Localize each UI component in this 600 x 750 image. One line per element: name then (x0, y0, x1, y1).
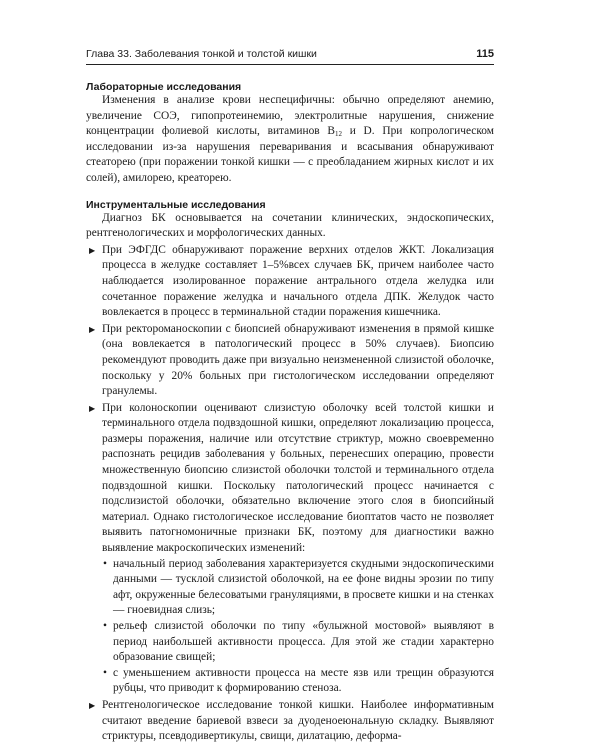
instrumental-list (86, 243, 494, 745)
dot-bullet-icon: • (103, 557, 107, 570)
triangle-bullet-icon: ▶ (89, 245, 96, 255)
sub-list-item: • рельеф слизистой оболочки по типу «булыжной мостовой» выявляют в период наибольшей активности процесса. Для этой же стадии характерно образование свищей; (103, 620, 494, 664)
list-item: ▶ При колоноскопии оценивают слизистую оболочку всей толстой кишки и терминального отдела подвздошной кишки, определяют локализацию процесса, размеры поражения, наличие или отсутствие стриктур, можно своевременно распознать рецидив заболевания у больных, перенесших операцию, провести множественную биопсию слизистой оболочки толстой и терминального отдела подвздошной кишки. Поскольку патологический процесс начинается с подслизистой оболочки, обязательно включение этого слоя в биопсийный материал. Однако гистологическое исследование биоптатов часто не позволяет выявить патогномоничные признаки БК, поэтому для диагностики важно выявление макроскопических изменений: • начальный период заболевания характеризуется скудными эндоскопическими данными — тусклой слизистой оболочкой, на ее фоне видны эрозии по типу афт, окруженные белесоватыми грануляциями, в просвете кишки и на стенках — гноевидная слизь; • рельеф слизистой оболочки по типу «булыжной мостовой» выявляют в период наибольшей активности процесса. Для этой же стадии характерно образование свищей; • с уменьшением активности процесса на месте язв или трещин образуются рубцы, что приводит к формированию стеноза. (86, 401, 494, 697)
book-page (86, 48, 494, 745)
triangle-bullet-icon: ▶ (89, 403, 96, 413)
dot-bullet-icon: • (103, 666, 107, 679)
section-heading-lab: Лабораторные исследования (86, 81, 242, 93)
sub-list-item: • начальный период заболевания характеризуется скудными эндоскопическими данными — тусклой слизистой оболочкой, на ее фоне видны эрозии по типу афт, окруженные белесоватыми грануляциями, в просвете кишки и на стенках — гноевидная слизь; (103, 557, 494, 617)
sub-list-item: • с уменьшением активности процесса на месте язв или трещин образуются рубцы, что приводит к формированию стеноза. (103, 666, 494, 695)
section-heading-instrumental: Инструментальные исследования (86, 198, 266, 211)
list-item: ▶ Рентгенологическое исследование тонкой кишки. Наиболее информативным считают введение бариевой взвеси за дуоденоеюнальную складку. Выявляют стриктуры, псевдодивертикулы, свищи, дилатацию, деформа- (89, 698, 494, 743)
page-number: 115 (476, 48, 494, 60)
instrumental-intro: Диагноз БК основывается на сочетании клинических, эндоскопических, рентгенологических и морфологических данных. (86, 211, 494, 240)
list-item: ▶ При ЭФГДС обнаруживают поражение верхних отделов ЖКТ. Локализация процесса в желудке составляет 1–5%всех случаев БК, причем наиболее часто наблюдается изолированное поражение антрального отдела желудка или сочетанное поражение желудка и начального отдела ДПК. Желудок часто вовлекается в процесс в терминальной стадии поражения кишечника. (89, 243, 494, 319)
triangle-bullet-icon: ▶ (89, 324, 96, 334)
chapter-title: Глава 33. Заболевания тонкой и толстой кишки (86, 48, 317, 60)
sub-list (102, 557, 494, 697)
lab-paragraph: Изменения в анализе крови неспецифичны: обычно определяют анемию, увеличение СОЭ, гипопротеинемию, электролитные нарушения, снижение концентрации фолиевой кислоты, витаминов $B_{12}$ и D. При копрологическом исследовании из-за нарушения переваривания и всасывания обнаруживают стеаторею (при поражении тонкой кишки — с преобладанием жирных кислот и их солей), амилорею, креаторею. (86, 94, 494, 184)
triangle-bullet-icon: ▶ (89, 700, 96, 710)
running-header (86, 48, 494, 65)
list-item: ▶ При ректороманоскопии с биопсией обнаруживают изменения в прямой кишке (она вовлекается в патологический процесс в 50% случаев). Биопсию рекомендуют проводить даже при визуально неизмененной слизистой оболочке, поскольку у 20% больных при гистологическом исследовании определяют гранулемы. (89, 322, 494, 398)
dot-bullet-icon: • (103, 620, 107, 632)
